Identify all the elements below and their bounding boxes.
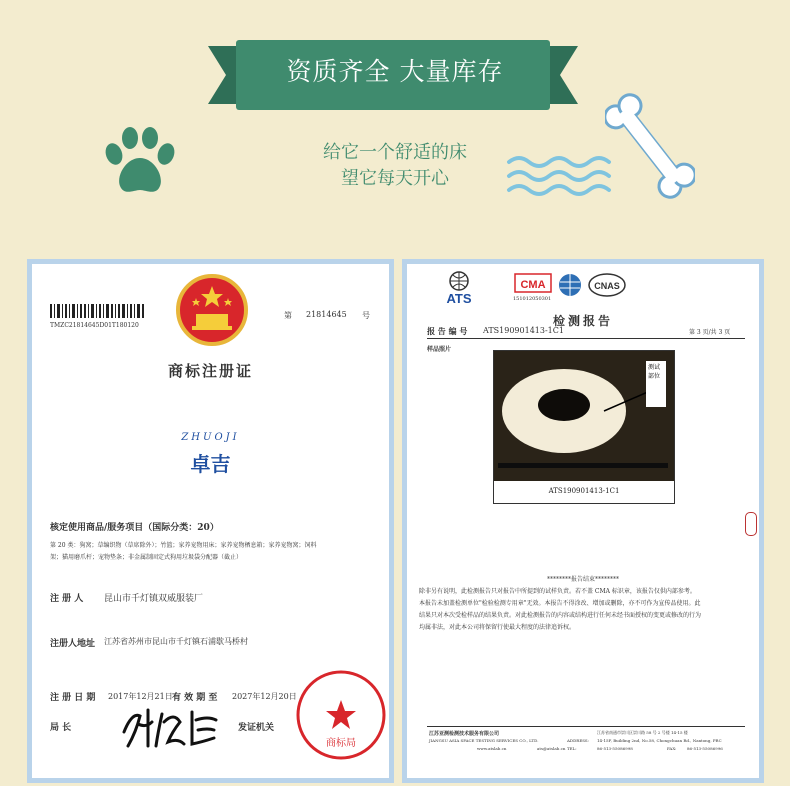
cnas-logo bbox=[587, 272, 627, 298]
brand-latin: ZHUOJI bbox=[181, 432, 240, 443]
tel: 86-513-55086998 bbox=[597, 746, 633, 751]
report-note-3: 结果只对本次受检样品的结果负责。对此检测报告的内容或结构进行任何未经书面授权的变更或修改的行为 bbox=[419, 612, 702, 619]
report-title: 检测报告 bbox=[552, 314, 613, 328]
tagline-line2: 望它每天开心 bbox=[341, 168, 449, 189]
seal-bottom-text: 商标局 bbox=[326, 738, 356, 749]
fax: 86-513-55086996 bbox=[687, 746, 723, 751]
company-cn: 江苏亚测检测技术服务有限公司 bbox=[429, 731, 500, 737]
photo-caption: ATS190901413-1C1 bbox=[548, 487, 620, 495]
cma-number: 151012050301 bbox=[513, 296, 552, 302]
goods-line1: 第 20 类：狗窝；草编织物（草席除外）；竹篮；家养宠物用床；家养宠物栖息箱；家养宠物窝；饲料 bbox=[50, 542, 317, 549]
wave-lines-icon bbox=[505, 152, 615, 200]
address-label-en: ADDRESS: bbox=[567, 738, 589, 743]
ats-logo bbox=[429, 270, 489, 306]
valid-label: 有 效 期 至 bbox=[172, 693, 218, 703]
goods-line2: 架；猫用磨爪杆；宠物垫条；非金属制固定式狗用垃圾袋分配器（截止） bbox=[50, 554, 243, 561]
dog-bone-icon bbox=[605, 86, 695, 206]
report-end-mark: ********报告结束******** bbox=[546, 576, 619, 583]
registrant-label: 注 册 人 bbox=[50, 594, 84, 604]
banner-title: 资质齐全 大量库存 bbox=[286, 57, 504, 86]
sample-photo-pet-bed bbox=[494, 351, 674, 481]
paw-print-icon bbox=[100, 124, 180, 204]
company-en: JIANGSU ASIA SPACE TESTING SERVICES CO., LTD. bbox=[429, 738, 539, 743]
page-info: 第 3 页/共 3 页 bbox=[689, 329, 731, 336]
report-no: ATS190901413-1C1 bbox=[483, 326, 564, 335]
website[interactable]: www.atslab.cn bbox=[477, 746, 507, 751]
tel-label: TEL: bbox=[567, 746, 577, 751]
ats-logo-text: ATS bbox=[446, 291, 472, 306]
address: 江苏省苏州市昆山市千灯镇石浦歇马桥村 bbox=[104, 637, 248, 646]
goods-heading: 核定使用商品/服务项目（国际分类：20） bbox=[50, 523, 219, 533]
report-note-4: 均属非法，对此本公司将保留行使最大程度的法律追诉权。 bbox=[419, 624, 576, 631]
report-no-label: 报 告 编 号 bbox=[427, 326, 468, 336]
edge-stamp bbox=[745, 512, 757, 536]
address-cn: 江苏省南通市崇川区崇川路 58 号 2 号楼 14-15 楼 bbox=[597, 730, 688, 735]
trademark-office-seal bbox=[294, 668, 388, 762]
director-signature-image bbox=[118, 702, 228, 752]
trademark-certificate-card bbox=[27, 259, 394, 783]
email[interactable]: ats@atslab.cn bbox=[537, 746, 566, 751]
reg-no-label: 第 bbox=[284, 311, 292, 320]
report-note-1: 除非另有说明，此检测报告只对报告中所提到的试样负责。若不盖 CMA 标识章，该报告仅供内部参考。 bbox=[419, 588, 696, 595]
barcode-icon bbox=[50, 304, 145, 318]
cnas-logo-text: CNAS bbox=[594, 281, 620, 291]
registrant: 昆山市千灯镇双威服装厂 bbox=[104, 594, 204, 604]
certificate-title: 商标注册证 bbox=[167, 362, 253, 380]
sample-photo-frame bbox=[493, 350, 675, 504]
address-en: 14-15F, Building 2nd, No.58, Chongchuan Rd., Nantong, PRC bbox=[597, 738, 722, 743]
test-report-card bbox=[402, 259, 764, 783]
ilac-globe-icon bbox=[557, 272, 583, 298]
address-label: 注册人地址 bbox=[50, 639, 96, 649]
reg-date-label: 注 册 日 期 bbox=[50, 693, 96, 703]
issuer-label: 发证机关 bbox=[238, 723, 275, 733]
photo-callout: 测试部位 bbox=[648, 364, 661, 380]
report-note-2: 本报告未加盖检测单位"检验检测专用章"无效。本报告不得涂改、增加或删除，亦不可作为宣传品使用。此 bbox=[419, 600, 701, 607]
reg-no: 21814645 bbox=[306, 310, 347, 319]
photo-label: 样品照片 bbox=[427, 346, 452, 353]
reg-date: 2017年12月21日 bbox=[108, 692, 173, 701]
fax-label: FAX: bbox=[667, 746, 677, 751]
reg-no-suffix: 号 bbox=[362, 311, 370, 320]
barcode-text: TMZC21814645D01T180120 bbox=[50, 322, 139, 329]
director-label: 局 长 bbox=[50, 723, 72, 733]
national-emblem-icon bbox=[172, 272, 252, 348]
brand-cn: 卓吉 bbox=[190, 452, 231, 476]
tagline-line1: 给它一个舒适的床 bbox=[323, 142, 467, 163]
valid-date: 2027年12月20日 bbox=[232, 692, 297, 701]
cma-logo-text: CMA bbox=[520, 279, 546, 291]
